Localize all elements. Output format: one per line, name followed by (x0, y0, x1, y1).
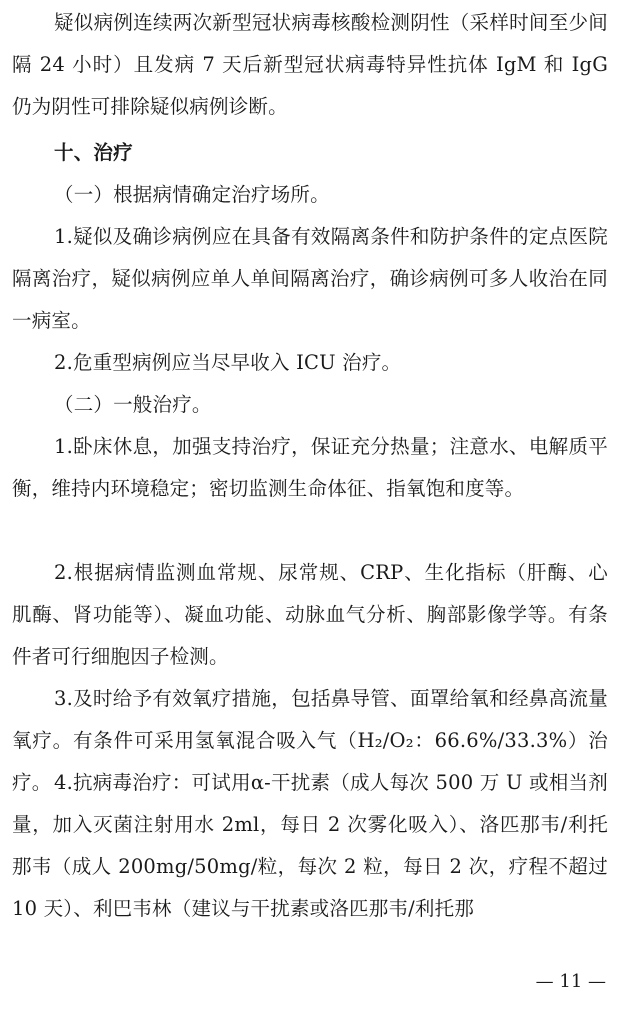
paragraph-icu-admission: 2.危重型病例应当尽早收入 ICU 治疗。 (54, 351, 402, 374)
paragraph-antiviral-treatment: 4.抗病毒治疗：可试用α-干扰素（成人每次 500 万 U 或相当剂量，加入灭菌注射用水 2ml，每日 2 次雾化吸入）、洛匹那韦/利托那韦（成人 200mg/50mg/粒，每次 2 粒，每日 2 次，疗程不超过 10 天）、利巴韦林（建议与干扰素或洛匹那韦/利托那 (12, 771, 608, 920)
paragraph-exclusion-criteria: 疑似病例连续两次新型冠状病毒核酸检测阴性（采样时间至少间隔 24 小时）且发病 7 天后新型冠状病毒特异性抗体 IgM 和 IgG 仍为阴性可排除疑似病例诊断。 (12, 11, 608, 118)
section-heading-treatment: 十、治疗 (54, 141, 133, 164)
paragraph-bed-rest: 1.卧床休息，加强支持治疗，保证充分热量；注意水、电解质平衡，维持内环境稳定；密切监测生命体征、指氧饱和度等。 (12, 435, 608, 500)
subsection-heading-general-treatment: （二）一般治疗。 (54, 393, 212, 416)
paragraph-monitoring: 2.根据病情监测血常规、尿常规、CRP、生化指标（肝酶、心肌酶、肾功能等）、凝血功能、动脉血气分析、胸部影像学等。有条件者可行细胞因子检测。 (12, 561, 608, 668)
subsection-heading-treatment-site: （一）根据病情确定治疗场所。 (54, 183, 330, 206)
paragraph-isolation-treatment: 1.疑似及确诊病例应在具备有效隔离条件和防护条件的定点医院隔离治疗，疑似病例应单人单间隔离治疗，确诊病例可多人收治在同一病室。 (12, 225, 608, 332)
paragraph-oxygen-therapy: 3.及时给予有效氧疗措施，包括鼻导管、面罩给氧和经鼻高流量氧疗。有条件可采用氢氧混合吸入气（H₂/O₂：66.6%/33.3%）治疗。 (12, 687, 608, 794)
page-number: — 11 — (535, 971, 606, 992)
